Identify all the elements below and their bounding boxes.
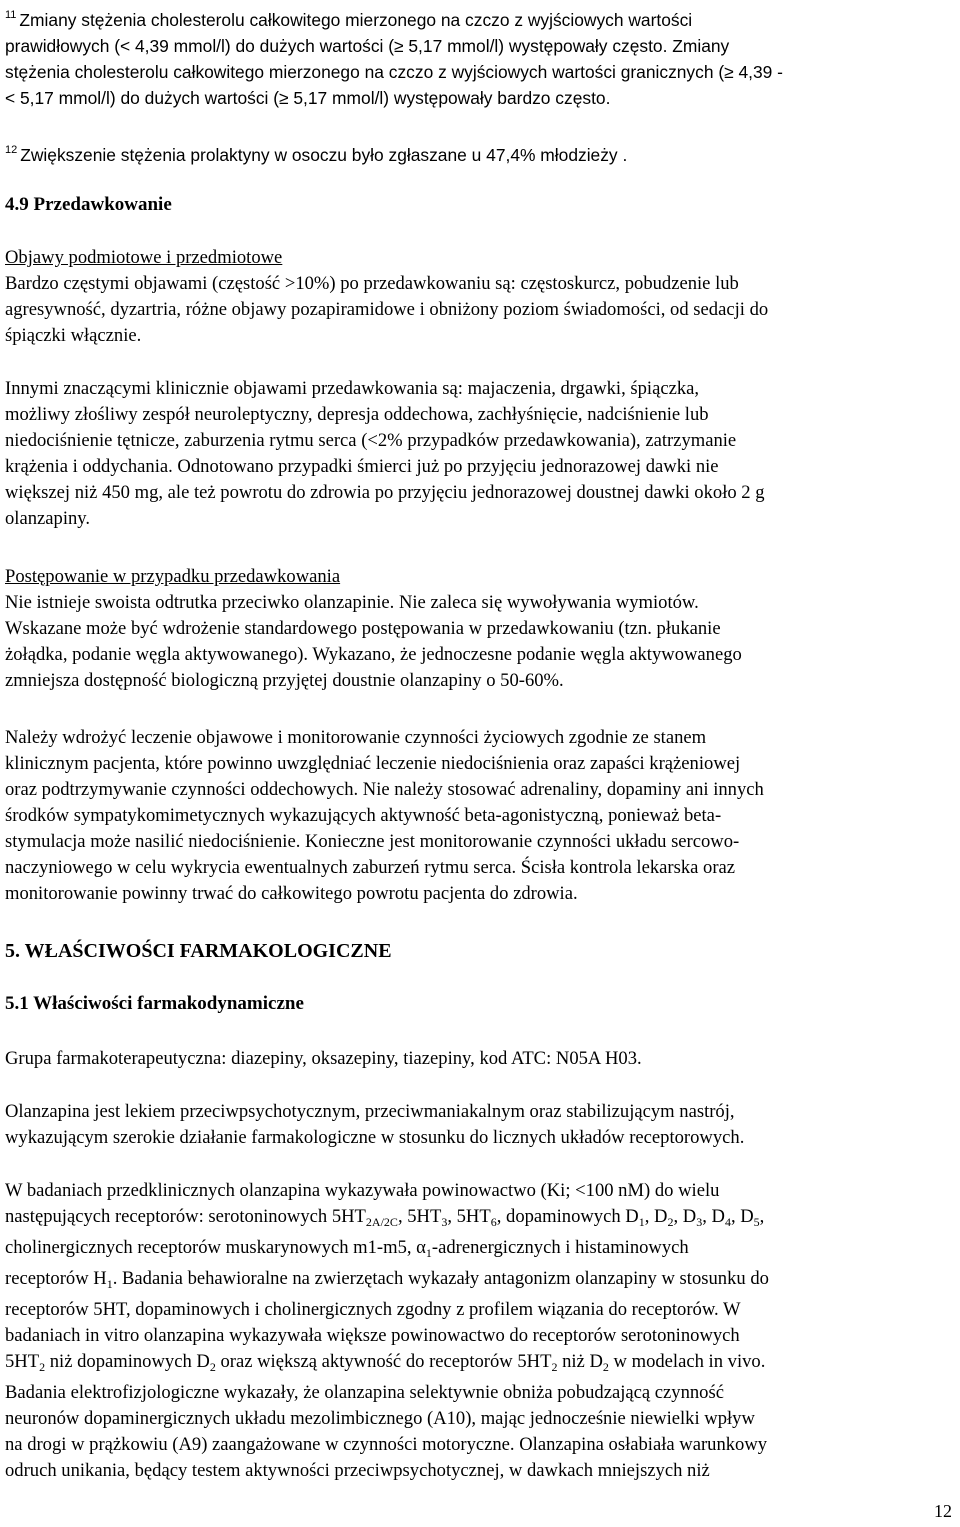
paragraph xyxy=(5,725,955,907)
footnote-marker: 11 xyxy=(5,9,17,21)
text-line: cholinergicznych receptorów muskarynowych m1-m5, $\alpha_1$-adrenergicznych i histaminowych xyxy=(5,1237,689,1260)
text-line: odruch unikania, będący testem aktywności przeciwpsychotycznej, w dawkach mniejszych niż xyxy=(5,1460,710,1481)
text-line: Nie istnieje swoista odtrutka przeciwko olanzapinie. Nie zaleca się wywoływania wymiotów. xyxy=(5,592,699,613)
text-line: $5HT_2$ niż dopaminowych $D_2$ oraz większą aktywność do receptorów $5HT_2$ niż $D_2$ w modelach in vivo. xyxy=(5,1351,766,1374)
subscript: 3 xyxy=(696,1215,703,1229)
text-line: Wskazane może być wdrożenie standardowego postępowania w przedawkowaniu (tzn. płukanie xyxy=(5,618,721,639)
footnote-line: $^{11}$ Zmiany stężenia cholesterolu całkowitego mierzonego na czczo z wyjściowych wartości xyxy=(5,9,693,30)
text-line: naczyniowego w celu wykrycia ewentualnych zaburzeń rytmu serca. Ścisła kontrola lekarska oraz xyxy=(5,857,736,878)
text-line: niedociśnienie tętnicze, zaburzenia rytmu serca (<2% przypadków przedawkowania), zatrzymanie xyxy=(5,430,737,451)
text-line: neuronów dopaminergicznych układu mezolimbicznego (A10), mając jednocześnie niewielki wpływ xyxy=(5,1408,755,1429)
text-line: W badaniach przedklinicznych olanzapina wykazywała powinowactwo (Ki; <100 nM) do wielu xyxy=(5,1180,720,1201)
subscript: 3 xyxy=(441,1215,448,1229)
text-line: Innymi znaczącymi klinicznie objawami przedawkowania są: majaczenia, drgawki, śpiączka, xyxy=(5,378,700,399)
subscript: 1 xyxy=(106,1277,113,1291)
paragraph xyxy=(5,590,955,694)
text-line: Grupa farmakoterapeutyczna: diazepiny, oksazepiny, tiazepiny, kod ATC: N05A H03. xyxy=(5,1048,642,1069)
subscript: 2 xyxy=(551,1360,558,1374)
footnote-line: $^{12}$ Zwiększenie stężenia prolaktyny w osoczu było zgłaszane u 47,4% młodzieży . xyxy=(5,144,628,165)
subscript: 2 xyxy=(39,1360,46,1374)
subheading-postepowanie: Postępowanie w przypadku przedawkowania xyxy=(5,566,341,587)
section-heading-5: 5. WŁAŚCIWOŚCI FARMAKOLOGICZNE xyxy=(5,940,392,962)
text-line: Olanzapina jest lekiem przeciwpsychotycznym, przeciwmaniakalnym oraz stabilizującym nastrój, xyxy=(5,1101,735,1122)
text-line: wykazującym szerokie działanie farmakologiczne w stosunku do licznych układów receptorowych. xyxy=(5,1127,745,1148)
subscript: 5 xyxy=(753,1215,760,1229)
text-line: monitorowanie powinny trwać do całkowitego powrotu pacjenta do zdrowia. xyxy=(5,883,578,904)
subscript: 2A/2C xyxy=(365,1215,398,1229)
section-heading-4-9: 4.9 Przedawkowanie xyxy=(5,194,172,215)
text-line: większej niż 450 mg, ale też powrotu do zdrowia po przyjęciu jednorazowej doustnej dawki około 2 g xyxy=(5,482,765,503)
paragraph xyxy=(5,1178,955,1484)
text-line: zmniejsza dostępność biologiczną przyjętej doustnie olanzapiny o 50-60%. xyxy=(5,670,564,691)
footnote-marker: 12 xyxy=(5,144,18,156)
text-line: olanzapiny. xyxy=(5,508,91,529)
subscript: 4 xyxy=(724,1215,731,1229)
page-number: 12 xyxy=(934,1501,952,1521)
subscript: 1 xyxy=(638,1215,645,1229)
text-line: żołądka, podanie węgla aktywowanego). Wykazano, że jednoczesne podanie węgla aktywowanego xyxy=(5,644,742,665)
text-line: następujących receptorów: serotoninowych $5HT_{2A/2C}$, $5HT_3$, $5HT_6$, dopaminowych $D_1$, $D_2$, $D_3$, $D_4$, $D_5$, xyxy=(5,1206,765,1229)
paragraph xyxy=(5,376,955,532)
footnote-line: prawidłowych (< 4,39 mmol/l) do dużych wartości (≥ 5,17 mmol/l) występowały często. Zmiany xyxy=(5,36,730,56)
footnote-12 xyxy=(5,137,955,168)
section-heading-5-1: 5.1 Właściwości farmakodynamiczne xyxy=(5,993,304,1014)
text-line: stymulacja może nasilić niedociśnienie. Konieczne jest monitorowanie czynności układu sercowo- xyxy=(5,831,740,852)
text-line: Należy wdrożyć leczenie objawowe i monitorowanie czynności życiowych zgodnie ze stanem xyxy=(5,727,707,748)
footnote-line: stężenia cholesterolu całkowitego mierzonego na czczo z wyjściowych wartości granicznych (≥ 4,39 - xyxy=(5,62,783,82)
footnote-line: < 5,17 mmol/l) do dużych wartości (≥ 5,17 mmol/l) występowały bardzo często. xyxy=(5,88,611,108)
paragraph xyxy=(5,1099,955,1151)
text-line: Bardzo częstymi objawami (częstość >10%) po przedawkowaniu są: częstoskurcz, pobudzenie lub xyxy=(5,273,739,294)
subscript: 6 xyxy=(490,1215,497,1229)
text-line: na drogi w prążkowiu (A9) zaangażowane w czynności motoryczne. Olanzapina osłabiała warunkowy xyxy=(5,1434,768,1455)
subscript: 1 xyxy=(425,1246,432,1260)
text-line: krążenia i oddychania. Odnotowano przypadki śmierci już po przyjęciu jednorazowej dawki nie xyxy=(5,456,719,477)
paragraph xyxy=(5,1046,955,1072)
text-line: klinicznym pacjenta, które powinno uwzględniać leczenie niedociśnienia oraz zapaści krążeniowej xyxy=(5,753,741,774)
text-line: receptorów $H_1$. Badania behawioralne na zwierzętach wykazały antagonizm olanzapiny w stosunku do xyxy=(5,1268,769,1291)
text-line: środków sympatykomimetycznych wykazujących aktywność beta-agonistyczną, ponieważ beta- xyxy=(5,805,722,826)
paragraph xyxy=(5,271,955,349)
text-line: agresywność, dyzartria, różne objawy pozapiramidowe i obniżony poziom świadomości, od sedacji do xyxy=(5,299,769,320)
text-line: oraz podtrzymywanie czynności oddechowych. Nie należy stosować adrenaliny, dopaminy ani innych xyxy=(5,779,764,800)
text-line: receptorów 5HT, dopaminowych i cholinergicznych zgodny z profilem wiązania do receptorów. W xyxy=(5,1299,741,1320)
subheading-objawy: Objawy podmiotowe i przedmiotowe xyxy=(5,247,283,268)
subscript: 2 xyxy=(602,1360,609,1374)
text-line: śpiączki włącznie. xyxy=(5,325,142,346)
subscript: 2 xyxy=(209,1360,216,1374)
text-line: możliwy złośliwy zespół neuroleptyczny, depresja oddechowa, zachłyśnięcie, nadciśnienie lub xyxy=(5,404,709,425)
text-line: badaniach in vitro olanzapina wykazywała większe powinowactwo do receptorów serotoninowych xyxy=(5,1325,740,1346)
text-line: Badania elektrofizjologiczne wykazały, że olanzapina selektywnie obniża pobudzającą czynność xyxy=(5,1382,724,1403)
subscript: 2 xyxy=(667,1215,674,1229)
footnote-11 xyxy=(5,2,955,111)
